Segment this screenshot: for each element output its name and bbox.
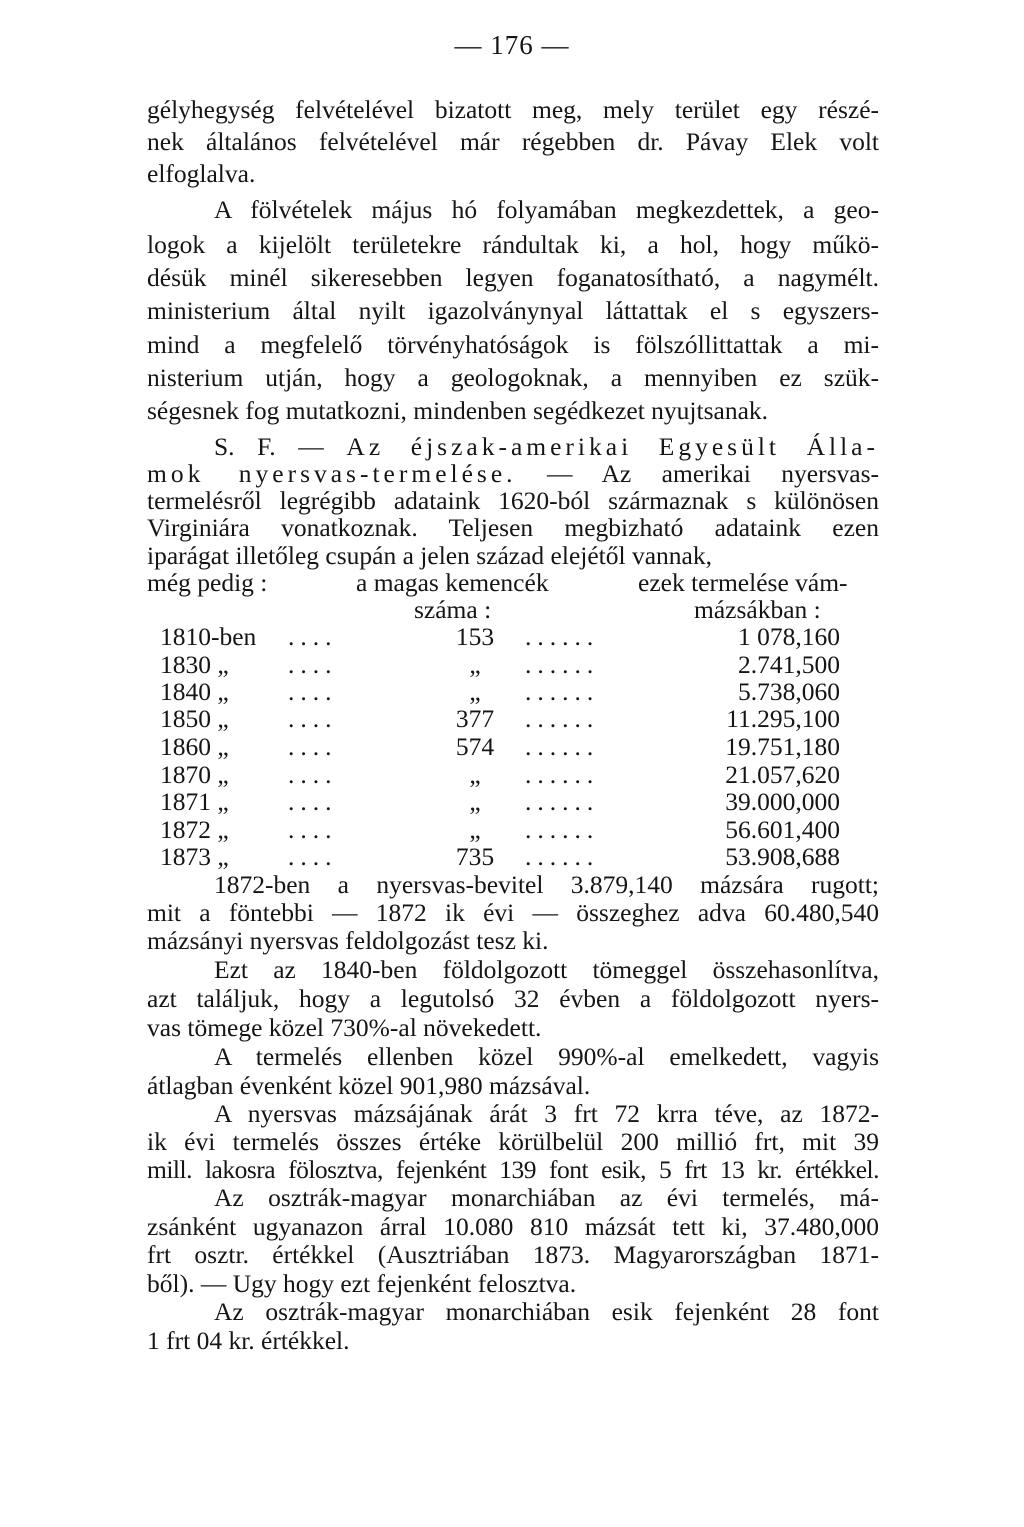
- row-leader: ......: [525, 732, 600, 761]
- row-production: 11.295,100: [726, 704, 840, 733]
- row-production: 39.000,000: [725, 787, 840, 816]
- row-production: 19.751,180: [725, 732, 840, 761]
- row-leader: ....: [288, 815, 338, 844]
- table-row: [160, 787, 880, 817]
- row-leader: ....: [288, 760, 338, 789]
- row-year: 1871 „: [160, 787, 229, 816]
- row-production: 1 078,160: [738, 622, 840, 651]
- row-leader: ......: [525, 787, 600, 816]
- row-leader: ......: [525, 815, 600, 844]
- table-row: [160, 677, 880, 707]
- text-line: frt osztr. értékkel (Ausztriában 1873. Magyarországban 1871-: [147, 1240, 879, 1269]
- text-line: mit a föntebbi — 1872 ik évi — összeghez adva 60.480,540: [147, 898, 879, 927]
- row-year: 1830 „: [160, 650, 229, 679]
- text-line: iparágat illetőleg csupán a jelen század elejétől vannak,: [147, 541, 712, 570]
- text-span: — Az amerikai nyersvas-: [546, 459, 880, 488]
- text-line: gélyhegység felvételével bizatott meg, mely terület egy részé-: [147, 95, 879, 124]
- row-leader: ......: [525, 650, 600, 679]
- section-title: Az éjszak-amerikai Egyesült Álla-: [346, 432, 879, 461]
- text-line: A nyersvas mázsájának árát 3 frt 72 krra téve, az 1872-: [214, 1099, 879, 1128]
- text-line: nisterium utján, hogy a geologoknak, a mennyiben ez szük-: [147, 363, 879, 392]
- text-line: Virginiára vonatkoznak. Teljesen megbizható adataink ezen: [147, 513, 879, 542]
- row-year: 1872 „: [160, 815, 229, 844]
- text-line: A fölvételek május hó folyamában megkezdettek, a geo-: [214, 195, 879, 224]
- text-line: átlagban évenként közel 901,980 mázsával.: [147, 1071, 591, 1100]
- row-furnaces: „: [469, 815, 481, 844]
- text-line: vas tömege közel 730%-al növekedett.: [147, 1013, 542, 1042]
- column-header-furnaces-2: száma :: [414, 595, 492, 624]
- text-line: mill. lakosra fölosztva, fejenként 139 font esik, 5 frt 13 kr. értékkel.: [147, 1155, 879, 1184]
- text-line: A termelés ellenben közel 990%-al emelkedett, vagyis: [214, 1042, 879, 1071]
- text-line: logok a kijelölt területekre rándultak ki, a hol, hogy műkö-: [147, 230, 879, 259]
- row-furnaces: 153: [455, 622, 495, 651]
- row-production: 53.908,688: [725, 842, 840, 871]
- row-year: 1840 „: [160, 677, 229, 706]
- page-number: — 176 —: [454, 30, 570, 60]
- row-furnaces: 735: [455, 842, 495, 871]
- column-header-production-2: mázsákban :: [694, 595, 821, 624]
- table-row: [160, 704, 880, 734]
- row-year: 1873 „: [160, 842, 229, 871]
- column-header-furnaces: a magas kemencék: [356, 568, 549, 597]
- row-year: 1870 „: [160, 760, 229, 789]
- row-furnaces: „: [469, 787, 481, 816]
- row-furnaces: 574: [455, 732, 495, 761]
- text-line: ministerium által nyilt igazolványnyal láttattak el s egyszers-: [147, 296, 879, 325]
- text-line: azt találjuk, hogy a legutolsó 32 évben a földolgozott nyers-: [147, 984, 879, 1013]
- text-line: ből). — Ugy hogy ezt fejenként felosztva.: [147, 1269, 577, 1298]
- text-line: ségesnek fog mutatkozni, mindenben segédkezet nyujtsanak.: [147, 396, 769, 425]
- text-line: 1 frt 04 kr. értékkel.: [147, 1326, 350, 1355]
- row-furnaces: „: [469, 760, 481, 789]
- section-heading-line: [147, 459, 879, 489]
- text-line: Az osztrák-magyar monarchiában az évi termelés, má-: [214, 1183, 879, 1212]
- text-line: 1872-ben a nyersvas-bevitel 3.879,140 mázsára rugott;: [214, 870, 879, 899]
- table-row: [160, 732, 880, 762]
- table-row: [160, 815, 880, 845]
- row-production: 56.601,400: [725, 815, 840, 844]
- table-row: [160, 650, 880, 680]
- text-line: mind a megfelelő törvényhatóságok is fölszóllittattak a mi-: [147, 330, 879, 359]
- section-heading-line: [214, 432, 879, 462]
- column-header-production: ezek termelése vám-: [638, 568, 848, 597]
- text-line: ik évi termelés összes értéke körülbelül 200 millió frt, mit 39: [147, 1127, 879, 1156]
- row-year: 1860 „: [160, 732, 229, 761]
- table-row: [160, 760, 880, 790]
- text-line: zsánként ugyanazon árral 10.080 810 mázsát tett ki, 37.480,000: [147, 1212, 879, 1241]
- row-furnaces: „: [469, 677, 481, 706]
- row-leader: ......: [525, 622, 600, 651]
- text-line: elfoglalva.: [147, 159, 256, 188]
- row-year: 1810-ben: [160, 622, 257, 651]
- row-leader: ....: [288, 787, 338, 816]
- row-leader: ......: [525, 760, 600, 789]
- table-lead: még pedig :: [147, 568, 268, 597]
- row-leader: ......: [525, 677, 600, 706]
- table-row: [160, 622, 880, 652]
- row-leader: ....: [288, 650, 338, 679]
- row-leader: ....: [288, 677, 338, 706]
- row-year: 1850 „: [160, 704, 229, 733]
- row-leader: ......: [525, 842, 600, 871]
- row-leader: ....: [288, 842, 338, 871]
- row-production: 5.738,060: [738, 677, 840, 706]
- table-row: [160, 842, 880, 872]
- row-furnaces: „: [469, 650, 481, 679]
- text-line: Az osztrák-magyar monarchiában esik fejenként 28 font: [214, 1297, 879, 1326]
- row-furnaces: 377: [455, 704, 495, 733]
- row-production: 21.057,620: [725, 760, 840, 789]
- row-production: 2.741,500: [738, 650, 840, 679]
- row-leader: ....: [288, 732, 338, 761]
- text-line: désük minél sikeresebben legyen foganatosítható, a nagymélt.: [147, 263, 879, 292]
- text-line: termelésről legrégibb adataink 1620-ból származnak s különösen: [147, 486, 879, 515]
- row-leader: ......: [525, 704, 600, 733]
- row-leader: ....: [288, 622, 338, 651]
- section-title: mok nyersvas-termelése.: [147, 459, 517, 488]
- text-line: mázsányi nyersvas feldolgozást tesz ki.: [147, 926, 549, 955]
- row-leader: ....: [288, 704, 338, 733]
- text-line: nek általános felvételével már régebben dr. Pávay Elek volt: [147, 127, 879, 156]
- section-author: S. F. —: [214, 432, 324, 461]
- text-line: Ezt az 1840-ben földolgozott tömeggel összehasonlítva,: [214, 955, 879, 984]
